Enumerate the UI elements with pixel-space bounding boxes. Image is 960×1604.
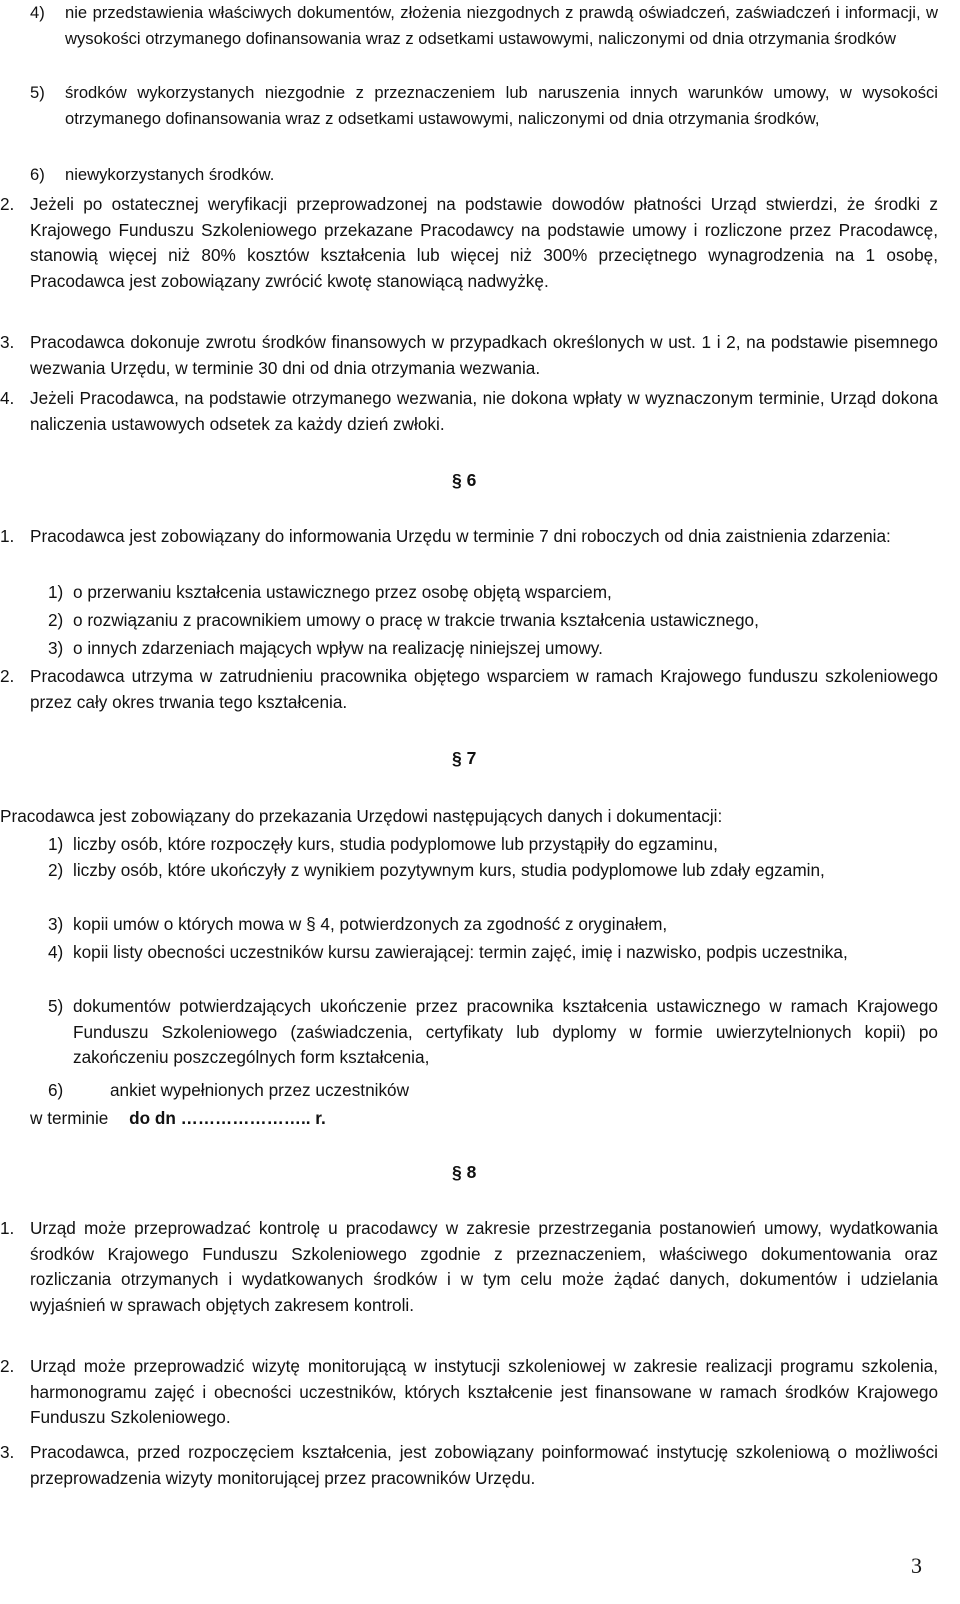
item-number: 4) <box>48 942 64 962</box>
paragraph-number: 1. <box>0 1218 15 1238</box>
paragraph-2 <box>0 192 938 294</box>
item-text: kopii umów o których mowa w § 4, potwierdzonych za zgodność z oryginałem, <box>73 914 668 934</box>
item-text: o innych zdarzeniach mających wpływ na realizację niniejszej umowy. <box>73 638 603 658</box>
item-number: 1) <box>48 834 64 854</box>
paragraph-number: 3. <box>0 332 15 352</box>
item-number: 4) <box>30 3 45 22</box>
paragraph-text: Urząd może przeprowadzać kontrolę u pracodawcy w zakresie przestrzegania postanowień umowy, wydatkowania środków Krajowego Funduszu Szkoleniowego zgodnie z przeznaczeniem, właściwego dokumentowania oraz rozliczania otrzymanych i wydatkowanych środków i w tym celu może żądać danych, dokumentów i udzielania wyjaśnień w sprawach objętych zakresem kontroli. <box>30 1218 938 1315</box>
item-text: liczby osób, które rozpoczęły kurs, studia podyplomowe lub przystąpiły do egzaminu, <box>73 834 718 854</box>
list-item <box>48 858 938 884</box>
section-7-heading: § 7 <box>452 748 477 768</box>
paragraph-number: 4. <box>0 388 15 408</box>
list-item <box>48 608 938 634</box>
list-item <box>30 162 938 188</box>
paragraph-text: Jeżeli po ostatecznej weryfikacji przeprowadzonej na podstawie dowodów płatności Urząd stwierdzi, że środki z Krajowego Funduszu Szkoleniowego przekazane Pracodawcy na podstawie umowy i rozliczone przez Pracodawcę, stanowią więcej niż 80% kosztów kształcenia lub więcej niż 300% przeciętnego wynagrodzenia na 1 osobę, Pracodawca jest zobowiązany zwrócić kwotę stanowiącą nadwyżkę. <box>30 194 938 291</box>
deadline-line <box>30 1106 730 1132</box>
list-item <box>48 580 938 606</box>
list-item <box>48 994 938 1071</box>
paragraph-number: 1. <box>0 526 15 546</box>
item-text: ankiet wypełnionych przez uczestników <box>110 1080 410 1100</box>
section-intro: Pracodawca jest zobowiązany do przekazania Urzędowi następujących danych i dokumentacji: <box>0 806 723 826</box>
list-item <box>30 0 938 51</box>
item-number: 3) <box>48 914 64 934</box>
item-number: 2) <box>48 860 64 880</box>
list-item <box>48 940 938 966</box>
item-text: nie przedstawienia właściwych dokumentów, złożenia niezgodnych z prawdą oświadczeń, zaświadczeń i informacji, w wysokości otrzymanego dofinansowania wraz z odsetkami ustawowymi, naliczonymi od dnia otrzymania środków <box>65 3 938 48</box>
item-number: 5) <box>48 996 64 1016</box>
paragraph-3 <box>0 1440 938 1491</box>
list-item <box>48 912 938 938</box>
list-item <box>48 1078 938 1104</box>
item-number: 6) <box>48 1080 64 1100</box>
paragraph-2 <box>0 664 938 715</box>
item-text: niewykorzystanych środków. <box>65 165 275 184</box>
paragraph-4 <box>0 386 938 437</box>
paragraph-1 <box>0 524 938 550</box>
paragraph-text: Pracodawca, przed rozpoczęciem kształcenia, jest zobowiązany poinformować instytucję szkoleniową o możliwości przeprowadzenia wizyty monitorującej przez pracowników Urzędu. <box>30 1442 938 1488</box>
paragraph-text: Urząd może przeprowadzić wizytę monitorującą w instytucji szkoleniowej w zakresie realizacji programu szkolenia, harmonogramu zajęć i obecności uczestników, których kształcenie jest finansowane w ramach środków Krajowego Funduszu Szkoleniowego. <box>30 1356 938 1428</box>
item-text: kopii listy obecności uczestników kursu zawierającej: termin zajęć, imię i nazwisko, podpis uczestnika, <box>73 942 848 962</box>
list-item <box>48 832 938 858</box>
list-item <box>30 80 938 131</box>
section-8-heading: § 8 <box>452 1162 477 1182</box>
page-number: 3 <box>911 1553 922 1578</box>
item-text: dokumentów potwierdzających ukończenie przez pracownika kształcenia ustawicznego w ramach Krajowego Funduszu Szkoleniowego (zaświadczenia, certyfikaty lub dyplomy w formie uwierzytelnionych kopii) po zakończeniu poszczególnych form kształcenia, <box>73 996 938 1068</box>
deadline-label: w terminie <box>30 1108 109 1128</box>
paragraph-text: Pracodawca dokonuje zwrotu środków finansowych w przypadkach określonych w ust. 1 i 2, na podstawie pisemnego wezwania Urzędu, w terminie 30 dni od dnia otrzymania wezwania. <box>30 332 938 378</box>
paragraph-number: 3. <box>0 1442 15 1462</box>
paragraph-text: Pracodawca jest zobowiązany do informowania Urzędu w terminie 7 dni roboczych od dnia zaistnienia zdarzenia: <box>30 526 891 546</box>
item-text: o rozwiązaniu z pracownikiem umowy o pracę w trakcie trwania kształcenia ustawicznego, <box>73 610 759 630</box>
item-number: 6) <box>30 165 45 184</box>
paragraph-text: Jeżeli Pracodawca, na podstawie otrzymanego wezwania, nie dokona wpłaty w wyznaczonym terminie, Urząd dokona naliczenia ustawowych odsetek za każdy dzień zwłoki. <box>30 388 938 434</box>
paragraph-number: 2. <box>0 1356 15 1376</box>
item-number: 1) <box>48 582 64 602</box>
paragraph-number: 2. <box>0 666 15 686</box>
section-6-heading: § 6 <box>452 470 477 490</box>
item-text: o przerwaniu kształcenia ustawicznego przez osobę objętą wsparciem, <box>73 582 612 602</box>
item-number: 2) <box>48 610 64 630</box>
deadline-value: do dn ………………….. r. <box>129 1108 326 1128</box>
item-number: 5) <box>30 83 45 102</box>
paragraph-text: Pracodawca utrzyma w zatrudnieniu pracownika objętego wsparciem w ramach Krajowego funduszu szkoleniowego przez cały okres trwania tego kształcenia. <box>30 666 938 712</box>
item-number: 3) <box>48 638 64 658</box>
paragraph-number: 2. <box>0 194 15 214</box>
paragraph-3 <box>0 330 938 381</box>
paragraph-2 <box>0 1354 938 1431</box>
item-text: liczby osób, które ukończyły z wynikiem pozytywnym kurs, studia podyplomowe lub zdały egzamin, <box>73 860 825 880</box>
paragraph-1 <box>0 1216 938 1318</box>
item-text: środków wykorzystanych niezgodnie z przeznaczeniem lub naruszenia innych warunków umowy, w wysokości otrzymanego dofinansowania wraz z odsetkami ustawowymi, naliczonymi od dnia otrzymania środków, <box>65 83 938 128</box>
list-item <box>48 636 938 662</box>
